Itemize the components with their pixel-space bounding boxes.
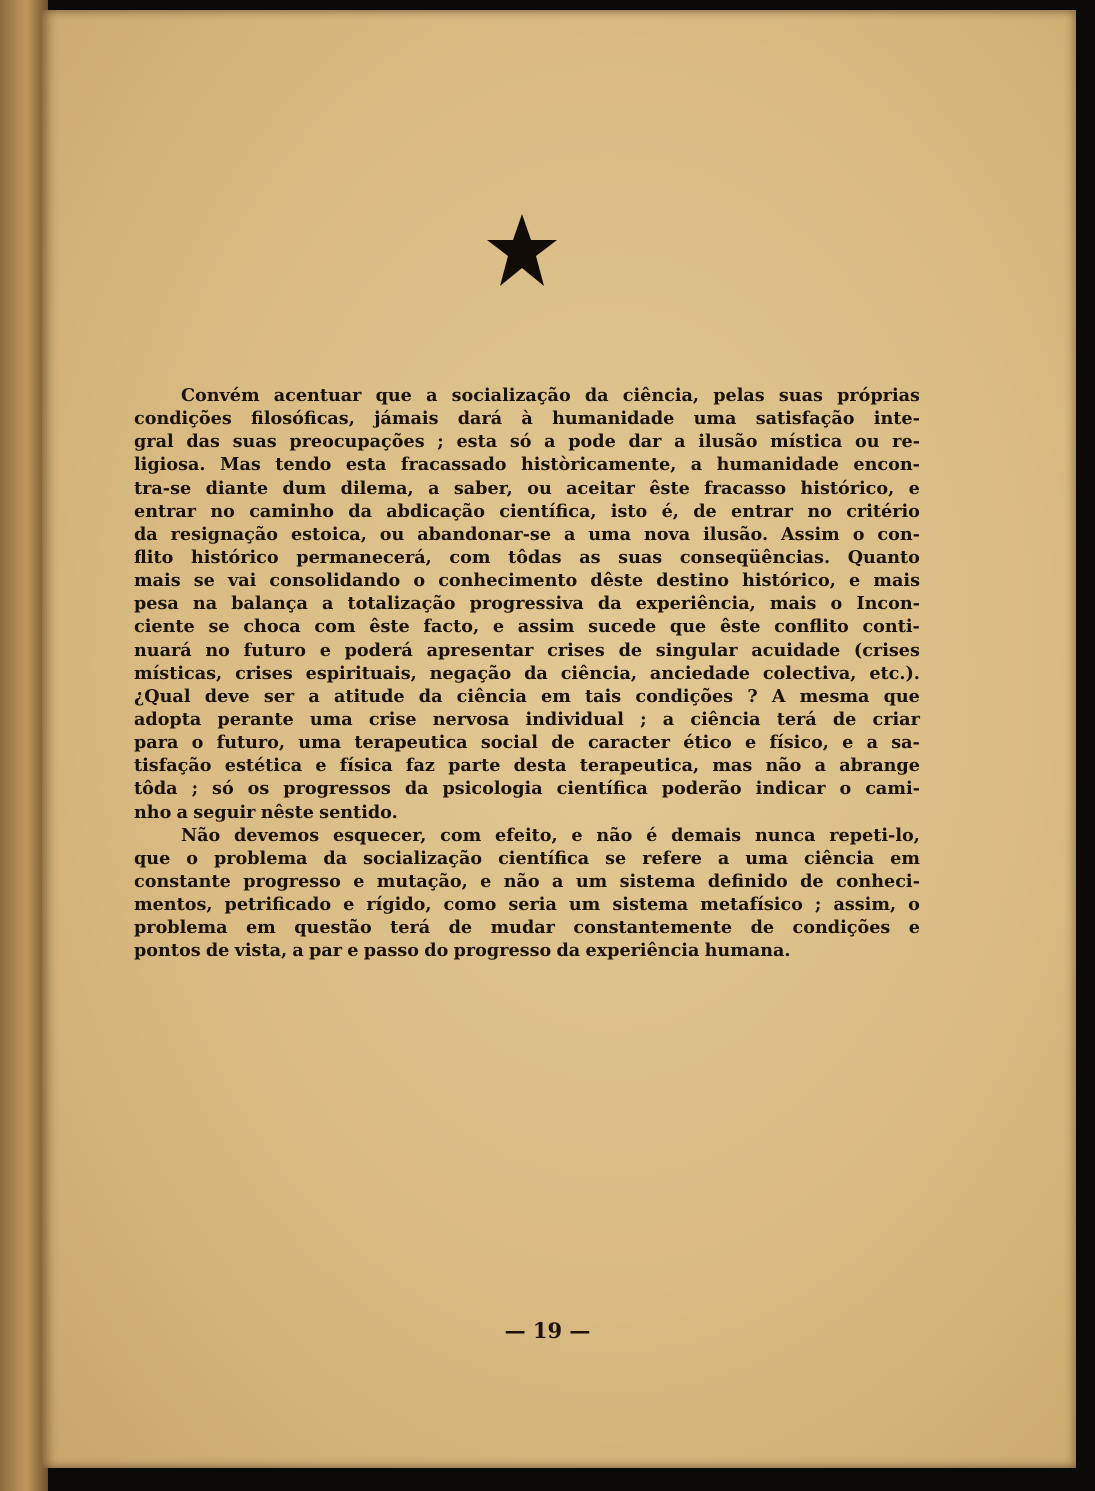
adjacent-page-edge xyxy=(0,0,48,1491)
star-ornament-icon xyxy=(486,210,558,290)
text-line: para o futuro, uma terapeutica social de caracter ético e físico, e a sa- xyxy=(134,732,920,754)
text-line: tisfação estética e física faz parte desta terapeutica, mas não a abrange xyxy=(134,755,920,777)
text-line: flito histórico permanecerá, com tôdas as suas conseqüências. Quanto xyxy=(134,546,920,568)
text-line: constante progresso e mutação, e não a um sistema definido de conheci- xyxy=(134,870,920,892)
text-line: Não devemos esquecer, com efeito, e não é demais nunca repeti-lo, xyxy=(181,824,920,846)
text-line: que o problema da socialização científica se refere a uma ciência em xyxy=(134,847,920,869)
text-line: nuará no futuro e poderá apresentar crises de singular acuidade (crises xyxy=(134,639,920,661)
text-line: problema em questão terá de mudar constantemente de condições e xyxy=(134,917,920,939)
text-line: ligiosa. Mas tendo esta fracassado històricamente, a humanidade encon- xyxy=(134,454,920,476)
text-line: pontos de vista, a par e passo do progresso da experiência humana. xyxy=(134,940,791,962)
text-line: nho a seguir nêste sentido. xyxy=(134,801,398,823)
text-line: entrar no caminho da abdicação científica, isto é, de entrar no critério xyxy=(134,500,920,522)
text-line: místicas, crises espirituais, negação da ciência, anciedade colectiva, etc.). xyxy=(134,662,920,684)
text-line: da resignação estoica, ou abandonar-se a uma nova ilusão. Assim o con- xyxy=(134,523,920,545)
text-line: adopta perante uma crise nervosa individual ; a ciência terá de criar xyxy=(134,708,920,730)
page-number: — 19 — xyxy=(504,1318,591,1343)
text-line: ¿Qual deve ser a atitude da ciência em tais condições ? A mesma que xyxy=(134,685,920,707)
text-line: ciente se choca com êste facto, e assim sucede que êste conflito conti- xyxy=(134,616,920,638)
text-line: tôda ; só os progressos da psicologia científica poderão indicar o cami- xyxy=(134,778,920,800)
text-line: mais se vai consolidando o conhecimento dêste destino histórico, e mais xyxy=(134,570,920,592)
text-line: gral das suas preocupações ; esta só a pode dar a ilusão mística ou re- xyxy=(134,431,920,453)
text-line: condições filosóficas, jámais dará à humanidade uma satisfação inte- xyxy=(134,408,920,430)
body-text xyxy=(134,384,920,963)
text-line: mentos, petrificado e rígido, como seria um sistema metafísico ; assim, o xyxy=(134,894,920,916)
text-line: Convém acentuar que a socialização da ciência, pelas suas próprias xyxy=(181,385,920,406)
text-line: tra-se diante dum dilema, a saber, ou aceitar êste fracasso histórico, e xyxy=(134,477,920,499)
text-line: pesa na balança a totalização progressiva da experiência, mais o Incon- xyxy=(134,593,920,615)
